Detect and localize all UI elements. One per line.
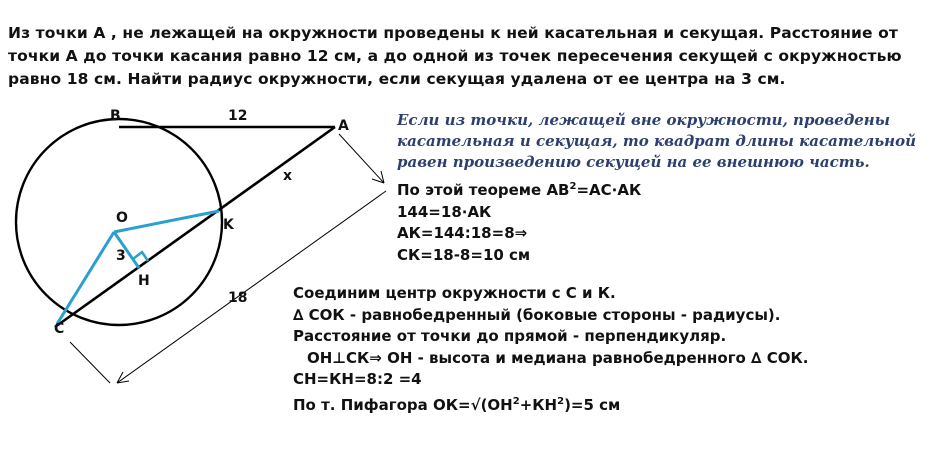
solution-line-6-mid: +КН: [519, 395, 558, 414]
calculation-block: [397, 176, 641, 266]
label-h: H: [138, 273, 150, 289]
solution-line-4: ОН⊥СК⇒ ОН - высота и медиана равнобедренного ∆ СОК.: [307, 348, 809, 367]
theorem-line-2: касательная и секущая, то квадрат длины касательной: [397, 132, 917, 150]
calc-line-4: СК=18-8=10 см: [397, 245, 531, 264]
label-tangent-length: 12: [228, 108, 248, 124]
calc-line-2: 144=18∙АК: [397, 202, 492, 221]
solution-line-1: Соединим центр окружности с С и К.: [293, 284, 616, 302]
label-a: A: [338, 118, 349, 134]
problem-line-3: равно 18 см. Найти радиус окружности, если секущая удалена от ее центра на 3 см.: [8, 70, 786, 88]
label-c: C: [54, 321, 65, 337]
label-distance: 3: [116, 248, 126, 264]
solution-line-6: [293, 391, 808, 417]
right-angle-mark: [133, 252, 148, 261]
calc-superscript: 2: [569, 181, 577, 192]
solution-line-2: ∆ СОК - равнобедренный (боковые стороны - радиусы).: [293, 305, 781, 324]
solution-block: [293, 283, 808, 416]
solution-line-6-text: По т. Пифагора ОК=√(ОН: [293, 395, 513, 414]
solution-line-6-rest: )=5 см: [564, 395, 621, 414]
label-k: K: [223, 217, 234, 233]
label-x: x: [283, 168, 293, 184]
theorem-text: [397, 110, 916, 173]
calc-line-3: АК=144:18=8⇒: [397, 224, 528, 242]
problem-line-2: точки А до точки касания равно 12 см, а до одной из точек пересечения секущей с окружностью: [8, 47, 902, 65]
dimension-line-18: [70, 342, 110, 383]
calc-line-1-rest: =АС∙АК: [576, 181, 642, 199]
label-o: O: [116, 210, 128, 226]
theorem-line-1: Если из точки, лежащей вне окружности, проведены: [397, 111, 891, 129]
label-secant-length: 18: [228, 290, 248, 306]
radius-oc: [57, 232, 114, 324]
solution-superscript-2: 2: [557, 395, 565, 407]
calc-line-1: [397, 176, 641, 202]
label-b: B: [110, 108, 121, 124]
solution-line-3: Расстояние от точки до прямой - перпендикуляр.: [293, 327, 727, 345]
dimension-line-ak: [339, 134, 384, 183]
calc-line-1-text: По этой теореме АВ: [397, 181, 570, 199]
solution-line-5: СН=КН=8:2 =4: [293, 370, 422, 388]
solution-superscript-1: 2: [512, 395, 520, 407]
theorem-line-3: равен произведению секущей на ее внешнюю часть.: [397, 153, 870, 171]
problem-line-1: Из точки А , не лежащей на окружности проведены к ней касательная и секущая. Расстояние от: [8, 24, 898, 42]
